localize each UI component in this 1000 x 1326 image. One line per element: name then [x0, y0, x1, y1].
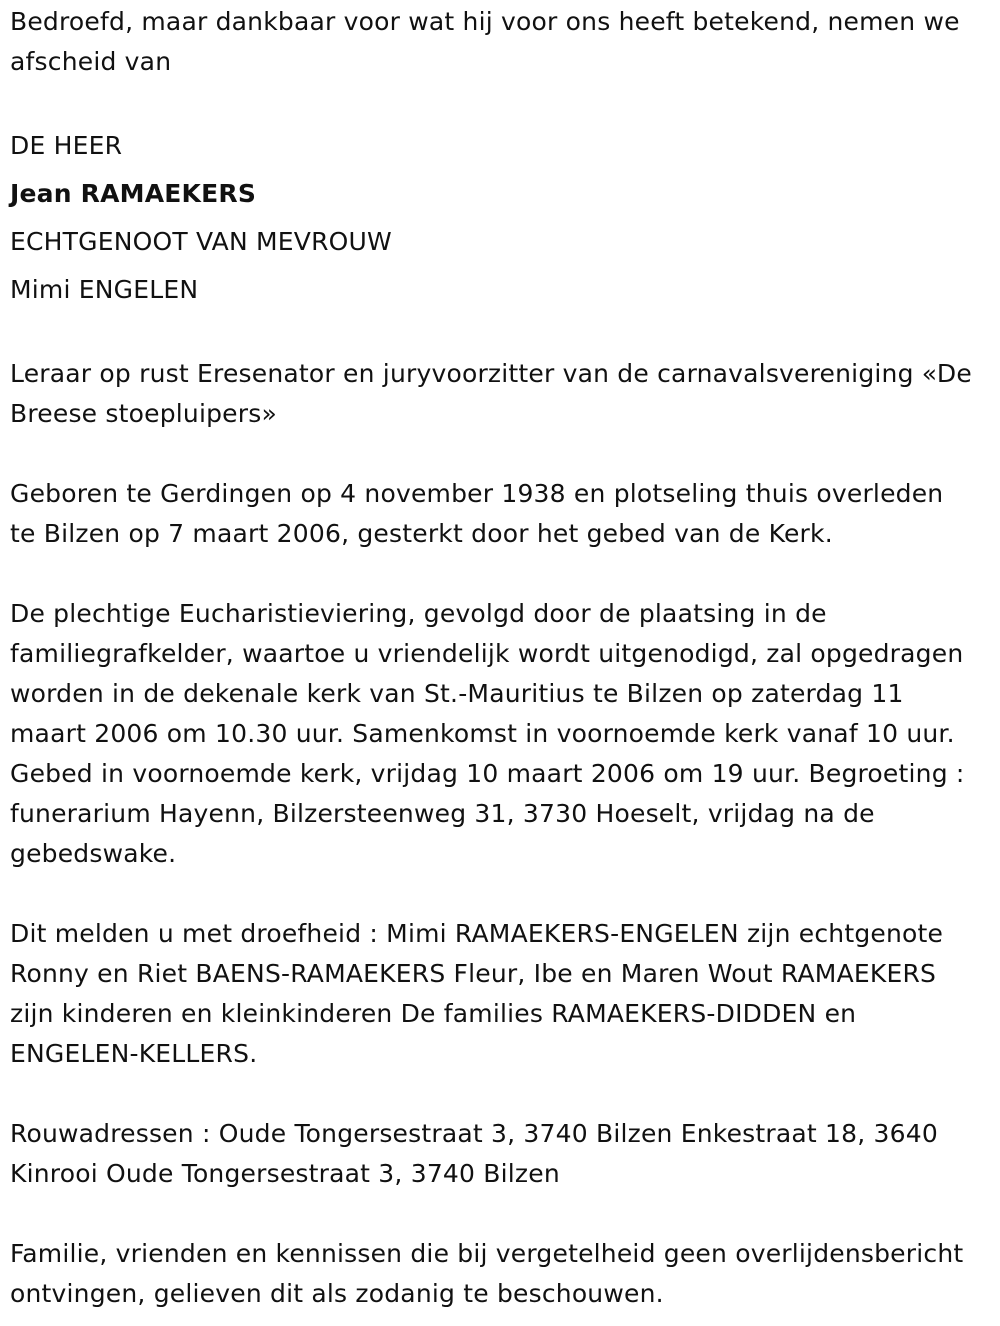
intro-text: Bedroefd, maar dankbaar voor wat hij voor ons heeft betekend, nemen we afscheid van	[10, 7, 960, 76]
occupation-text: Leraar op rust Eresenator en juryvoorzitter van de carnavalsvereniging «De Breese stoepluipers»	[10, 359, 972, 428]
spouse-name: Mimi ENGELEN	[10, 275, 199, 304]
addresses-text: Rouwadressen : Oude Tongersestraat 3, 3740 Bilzen Enkestraat 18, 3640 Kinrooi Oude Tongersestraat 3, 3740 Bilzen	[10, 1119, 938, 1188]
title-text: DE HEER	[10, 131, 123, 160]
birth-death-text: Geboren te Gerdingen op 4 november 1938 en plotseling thuis overleden te Bilzen op 7 maart 2006, gesterkt door het gebed van de Kerk.	[10, 479, 944, 548]
ceremony-text: De plechtige Eucharistieviering, gevolgd door de plaatsing in de familiegrafkelder, waartoe u vriendelijk wordt uitgenodigd, zal opgedragen worden in de dekenale kerk van St.-Mauritius te Bilzen op zaterdag 11 maart 2006 om 10.30 uur. Samenkomst in voornoemde kerk vanaf 10 uur. Gebed in voornoemde kerk, vrijdag 10 maart 2006 om 19 uur. Begroeting : funerarium Hayenn, Bilzersteenweg 31, 3730 Hoeselt, vrijdag na de gebedswake.	[10, 599, 965, 868]
spouse-label: ECHTGENOOT VAN MEVROUW	[10, 227, 392, 256]
family-text: Dit melden u met droefheid : Mimi RAMAEKERS-ENGELEN zijn echtgenote Ronny en Riet BAENS-RAMAEKERS Fleur, Ibe en Maren Wout RAMAEKERS zijn kinderen en kleinkinderen De families RAMAEKERS-DIDDEN en ENGELEN-KELLERS.	[10, 919, 944, 1068]
closing-text: Familie, vrienden en kennissen die bij vergetelheid geen overlijdensbericht ontvingen, gelieven dit als zodanig te beschouwen.	[10, 1239, 964, 1308]
deceased-name: Jean RAMAEKERS	[10, 179, 257, 208]
